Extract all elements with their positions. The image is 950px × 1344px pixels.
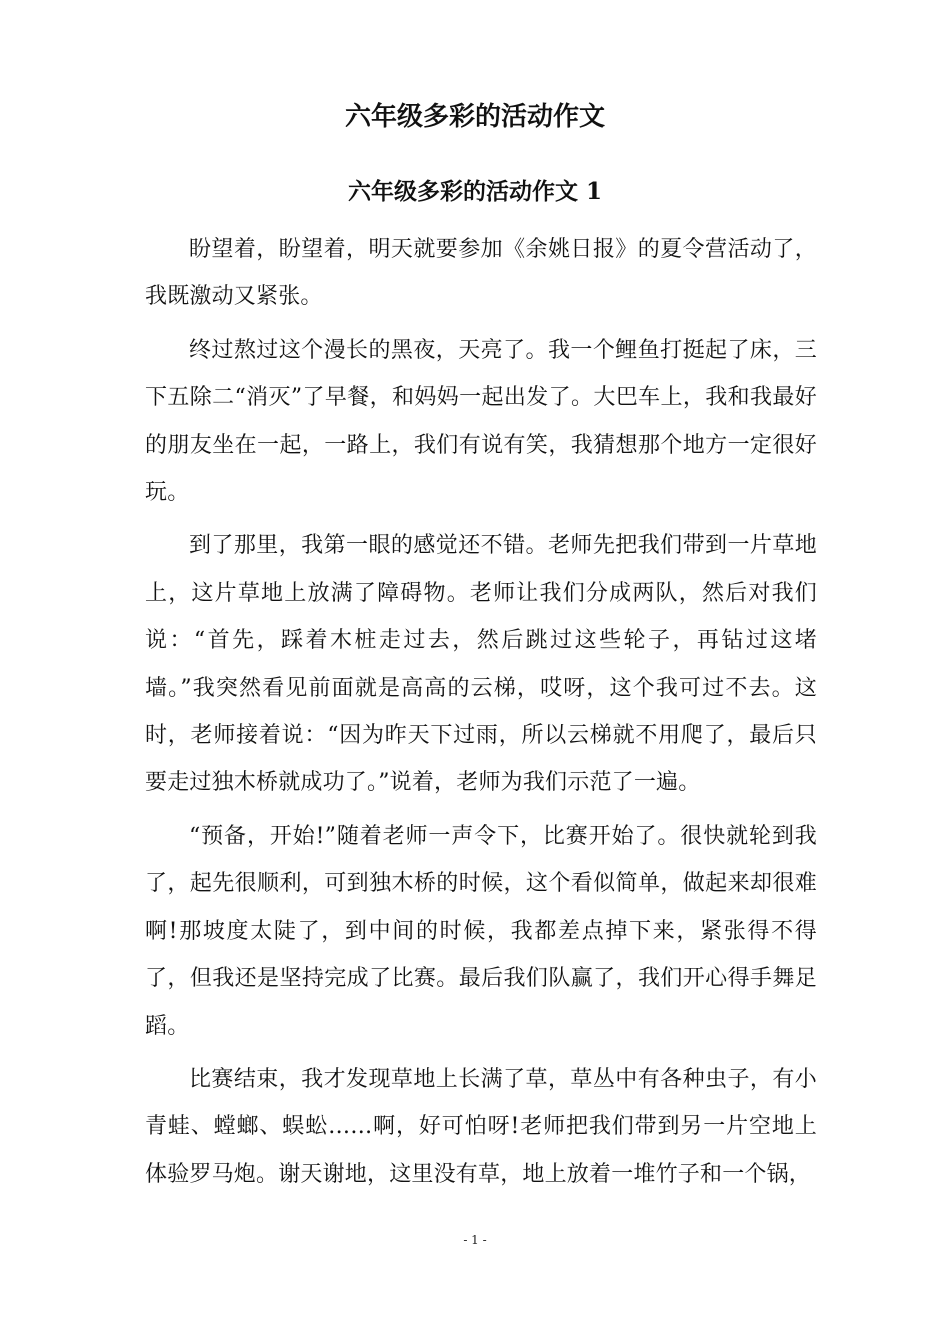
page-number: - 1 - [463, 1233, 487, 1247]
paragraph-5: 比赛结束，我才发现草地上长满了草，草丛中有各种虫子，有小青蛙、螳螂、蜈蚣……啊，好可怕呀!老师把我们带到另一片空地上体验罗马炮。谢天谢地，这里没有草，地上放着一堆竹子和一个锅， [145, 1066, 817, 1187]
document-body [145, 226, 817, 1204]
paragraph-4: “预备，开始!”随着老师一声令下，比赛开始了。很快就轮到我了，起先很顺利，可到独木桥的时候，这个看似简单，做起来却很难啊!那坡度太陡了，到中间的时候，我都差点掉下来，紧张得不得了，但我还是坚持完成了比赛。最后我们队赢了，我们开心得手舞足蹈。 [145, 823, 817, 1039]
section-title: 六年级多彩的活动作文 1 [347, 178, 602, 205]
document-title: 六年级多彩的活动作文 [344, 102, 605, 132]
paragraph-2: 终过熬过这个漫长的黑夜，天亮了。我一个鲤鱼打挺起了床，三下五除二“消灭”了早餐，和妈妈一起出发了。大巴车上，我和我最好的朋友坐在一起，一路上，我们有说有笑，我猜想那个地方一定很好玩。 [145, 337, 817, 506]
paragraph-1: 盼望着，盼望着，明天就要参加《余姚日报》的夏令营活动了，我既激动又紧张。 [145, 237, 817, 310]
paragraph-3: 到了那里，我第一眼的感觉还不错。老师先把我们带到一片草地上，这片草地上放满了障碍物。老师让我们分成两队，然后对我们说：“首先，踩着木桩走过去，然后跳过这些轮子，再钻过这堵墙。”我突然看见前面就是高高的云梯，哎呀，这个我可过不去。这时，老师接着说：“因为昨天下过雨，所以云梯就不用爬了，最后只要走过独木桥就成功了。”说着，老师为我们示范了一遍。 [145, 533, 817, 796]
